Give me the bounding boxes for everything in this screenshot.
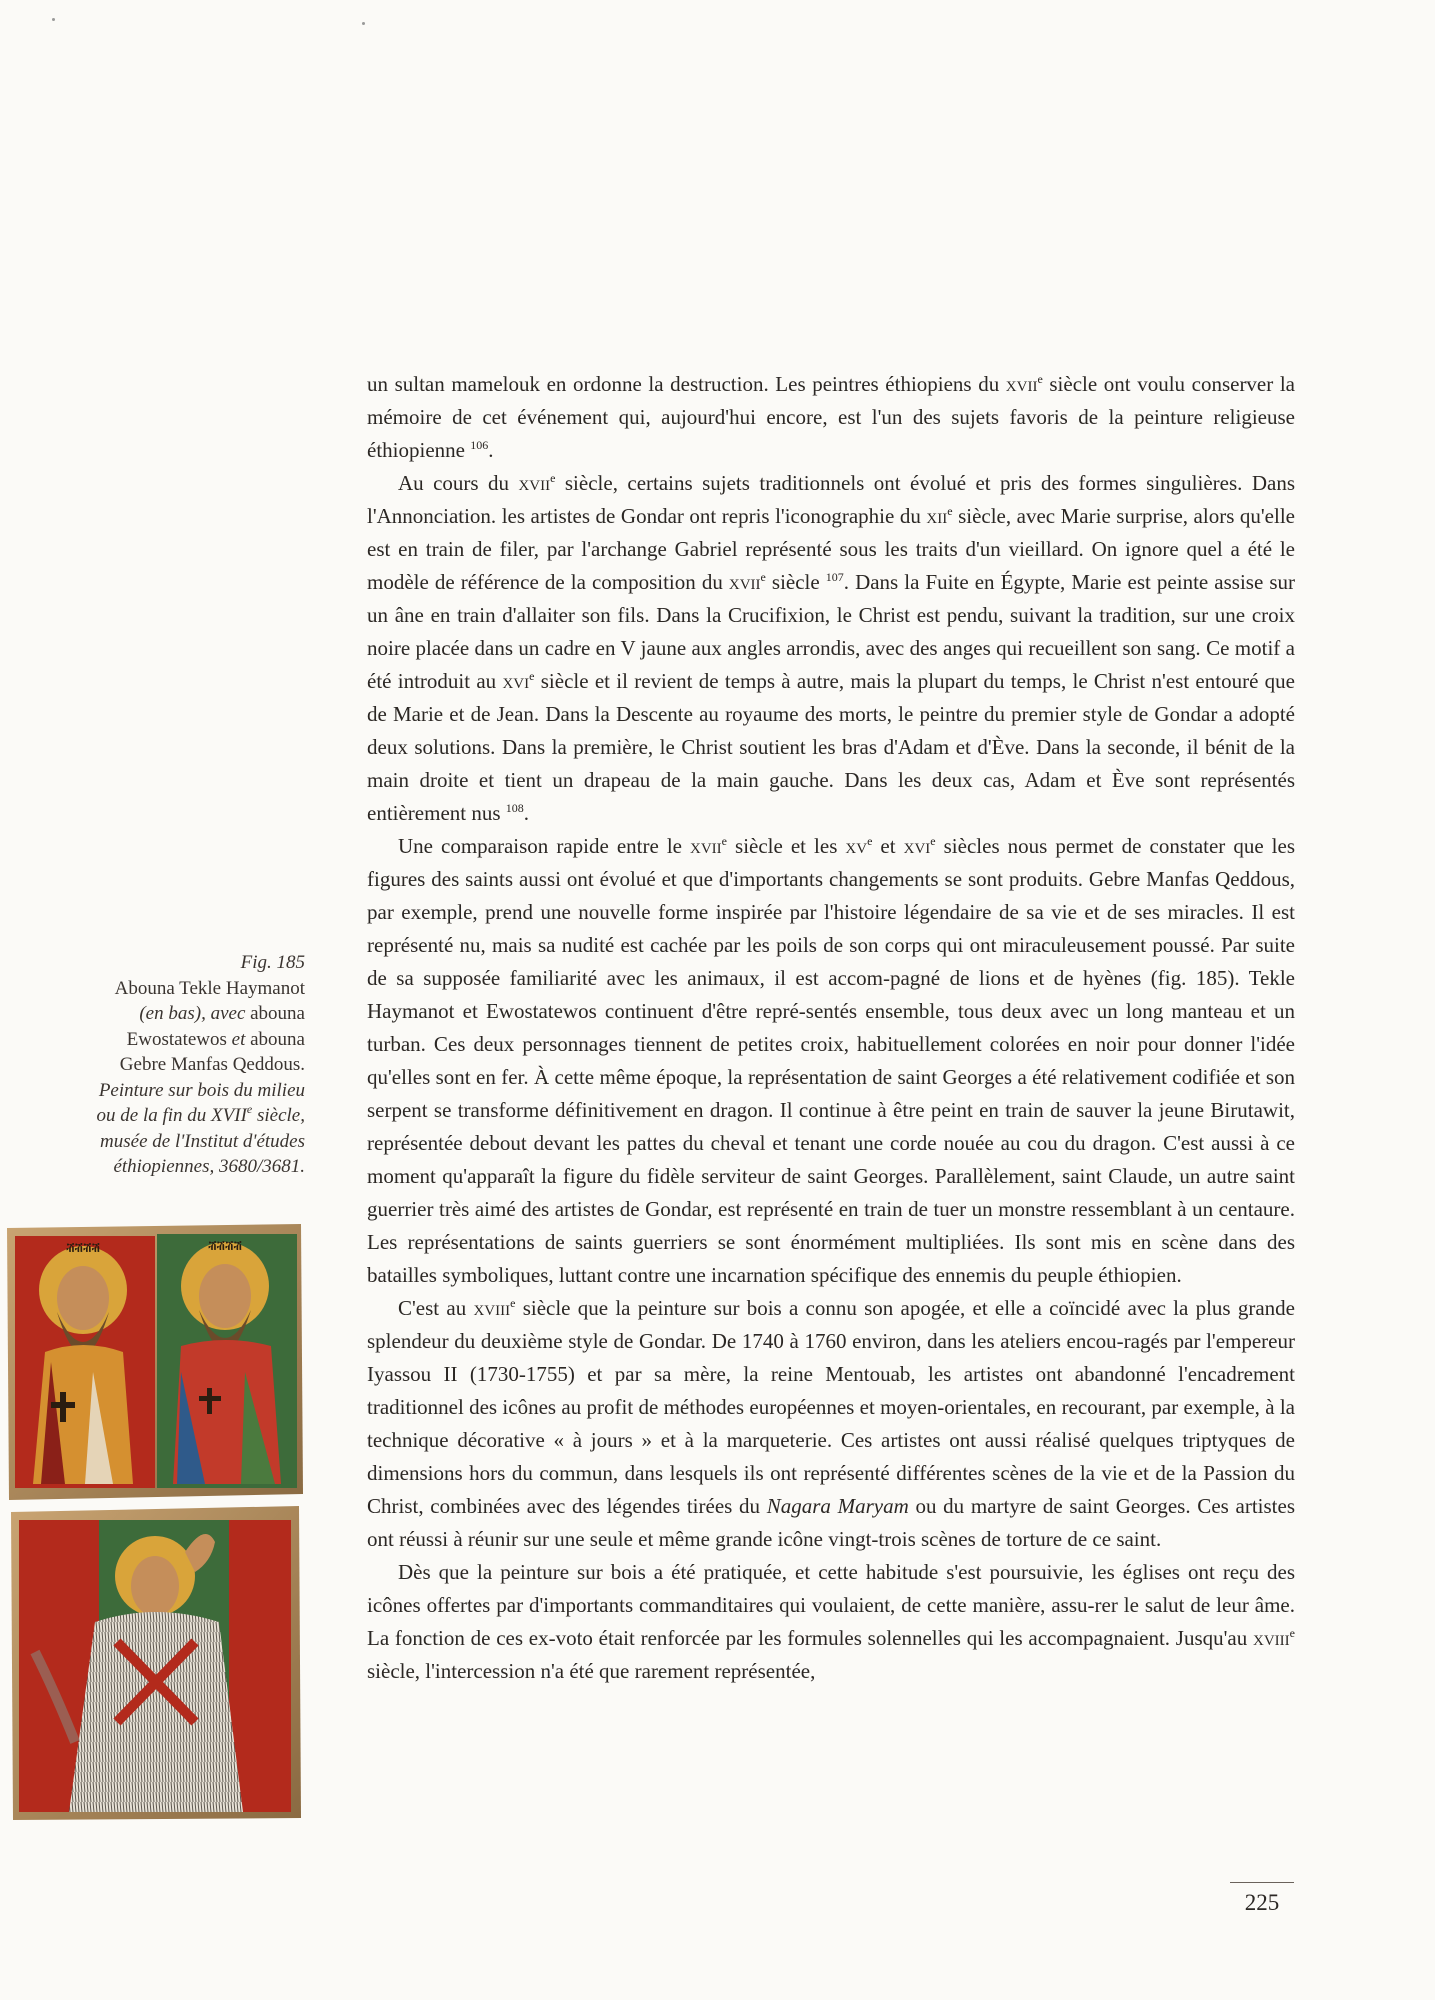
superscript: e (930, 834, 936, 848)
icon-painting-image (5, 1222, 305, 1822)
body-text (367, 368, 1295, 1688)
superscript: e (947, 504, 953, 518)
century-numeral: xv (845, 834, 868, 858)
caption-italic: et (231, 1028, 246, 1050)
caption-line: Gebre Manfas Qeddous. (119, 1054, 305, 1075)
superscript: e (867, 834, 873, 848)
bottom-panel (11, 1506, 301, 1820)
superscript: e (550, 471, 556, 485)
text-run: siècle, l'intercession n'a été que rarement représentée, (367, 1659, 816, 1683)
text-run: siècle (765, 570, 826, 594)
text-run: . Dans la Fuite en Égypte, Marie est peinte assise sur un âne en train d'allaiter son fils. Dans la Crucifixion, le Christ est pendu, suivant la tradition, sur une croix noire placée dans un cadre en V jaune aux angles arrondis, avec des anges qui recueillent son sang. Ce motif a été introduit au (367, 570, 1295, 693)
text-run: C'est au (398, 1296, 474, 1320)
century-numeral: xvii (1005, 372, 1038, 396)
caption-text: abouna (245, 1028, 305, 1050)
century-numeral: xvii (690, 834, 722, 858)
century-numeral: xvi (903, 834, 931, 858)
text-run: ou du martyre de saint Georges. Ces artistes ont réussi à réunir sur une seule et même grande icône vingt-trois scènes de torture de ce saint. (367, 1494, 1295, 1551)
text-run: siècle et les (727, 834, 846, 858)
century-numeral: xii (926, 504, 948, 528)
paragraph (367, 467, 1295, 830)
page-number: 225 (1244, 1890, 1280, 1915)
text-run: siècles nous permet de constater que les figures des saints aussi ont évolué et que d'importants changements se sont produits. Gebre Manfas Qeddous, par exemple, prend une nouvelle forme inspirée par l'histoire légendaire de sa vie et de ses miracles. Il est représenté nu, mais sa nudité est cachée par les poils de son corps qui ont miraculeusement poussé. Par suite de sa supposée familiarité avec les animaux, il est accom-pagné de lions et de hyènes (fig. 185). Tekle Haymanot et Ewostatewos continuent d'être repré-sentés ensemble, tous deux avec un long manteau et un turban. Ces deux personnages tiennent de petites croix, habituellement colorées en noir pour donner l'idée qu'elles sont en fer. À cette même époque, la représentation de saint Georges a été relativement codifiée et son serpent se transforme définitivement en dragon. Il continue à être peint en train de sauver la jeune Birutawit, représentée debout devant les pattes du cheval et tenant une corde nouée au cou du dragon. C'est aussi à ce moment qu'apparaît la figure du fidèle serviteur de saint Georges. Parallèlement, saint Claude, un autre saint guerrier très aimé des artistes de Gondar, est représenté en train de tuer un monstre ressemblant à un centaure. Les représentations de saints guerriers se sont énormément multipliées. Ils sont mis en scène dans des batailles symboliques, luttant contre une incarnation spécifique des ennemis du peuple éthiopien. (367, 834, 1296, 1287)
superscript: e (721, 834, 727, 848)
century-numeral: xvii (728, 570, 761, 594)
text-run: Au cours du (398, 471, 519, 495)
superscript: e (1289, 1626, 1295, 1640)
figure-number: Fig. 185 (240, 952, 305, 973)
century-numeral: xviii (473, 1296, 511, 1320)
footnote-ref: 106 (470, 438, 489, 452)
scan-speck (362, 22, 365, 25)
footnote-ref: 108 (505, 801, 524, 815)
scan-speck (52, 18, 55, 21)
text-run: siècle ont voulu conserver la mémoire de cet événement qui, aujourd'hui encore, est l'un des sujets favoris de la peinture religieuse éthiopienne (367, 372, 1295, 462)
caption-sup: e (246, 1102, 253, 1116)
superscript: e (510, 1296, 516, 1310)
caption-line: musée de l'Institut d'études (100, 1130, 305, 1152)
text-run: . (523, 801, 530, 825)
caption-line: Abouna Tekle Haymanot (114, 977, 305, 999)
text-run: . (488, 438, 494, 462)
century-numeral: xvii (518, 471, 551, 495)
footnote-ref: 107 (825, 570, 844, 584)
caption-text: abouna (245, 1003, 305, 1024)
text-run: Dès que la peinture sur bois a été pratiquée, et cette habitude s'est poursuivie, les églises ont reçu des icônes offertes par d'importants commanditaires qui voulaient, de cette manière, assu-rer le salut de leur âme. La fonction de ces ex-voto était renforcée par les formules solennelles qui les accompagnaient. Jusqu'au (367, 1560, 1295, 1650)
century-numeral: xvi (502, 669, 530, 693)
caption-line (60, 1027, 305, 1053)
caption-italic: (en bas), avec (139, 1003, 246, 1024)
caption-line (60, 1103, 305, 1129)
italic-title: Nagara Maryam (766, 1494, 909, 1518)
text-run: siècle, certains sujets traditionnels ont évolué et pris des formes singulières. Dans l'Annonciation. les artistes de Gondar ont repris l'iconographie du (367, 471, 1295, 528)
painting-inscription: ⶥⶥⶥⶥ (66, 1241, 100, 1255)
paragraph (367, 830, 1295, 1292)
text-run: siècle que la peinture sur bois a connu son apogée, et elle a coïncidé avec la plus grande splendeur du deuxième style de Gondar. De 1740 à 1760 environ, dans les ateliers encou-ragés par l'empereur Iyassou II (1730-1755) et par sa mère, la reine Mentouab, les artistes ont abandonné l'encadrement traditionnel des icônes au profit de méthodes européennes et moyen-orientales, en recourant, par exemple, à la technique décorative « à jours » et à la marqueterie. Ces artistes ont aussi réalisé quelques triptyques de dimensions hors du commun, dans lesquels ils ont représenté différentes scènes de la vie et de la Passion du Christ, combinées avec des légendes tirées du (367, 1296, 1295, 1518)
text-run: un sultan mamelouk en ordonne la destruction. Les peintres éthiopiens du (367, 372, 1006, 396)
superscript: e (529, 669, 535, 683)
caption-text: ou de la fin du XVII (96, 1105, 247, 1126)
paragraph (367, 368, 1295, 467)
caption-text: Ewostatewos (126, 1028, 232, 1050)
caption-line (60, 1001, 305, 1027)
painting-inscription: ⶥⶥⶥⶥ (208, 1239, 242, 1253)
caption-text: siècle, (252, 1105, 305, 1126)
text-run: et (872, 834, 904, 858)
superscript: e (1037, 372, 1043, 386)
paragraph (367, 1556, 1295, 1688)
text-run: siècle, avec Marie surprise, alors qu'elle est en train de filer, par l'archange Gabriel représenté sous les traits d'un vieillard. On ignore quel a été le modèle de référence de la composition du (367, 504, 1295, 594)
paragraph (367, 1292, 1295, 1556)
caption-line: éthiopiennes, 3680/3681. (113, 1156, 305, 1177)
figure-caption (60, 950, 305, 1180)
text-run: siècle et il revient de temps à autre, mais la plupart du temps, le Christ n'est entouré que de Marie et de Jean. Dans la Descente au royaume des morts, le peintre du premier style de Gondar a adopté deux solutions. Dans la première, le Christ soutient les bras d'Adam et d'Ève. Dans la seconde, il bénit de la main droite et tient un drapeau de la main gauche. Dans les deux cas, Adam et Ève sont représentés entièrement nus (367, 669, 1295, 825)
folio-rule (1230, 1882, 1294, 1883)
top-panel (7, 1224, 303, 1500)
century-numeral: xviii (1253, 1626, 1290, 1650)
text-run: Une comparaison rapide entre le (398, 834, 691, 858)
caption-line: Peinture sur bois du milieu (98, 1079, 305, 1101)
superscript: e (760, 570, 766, 584)
